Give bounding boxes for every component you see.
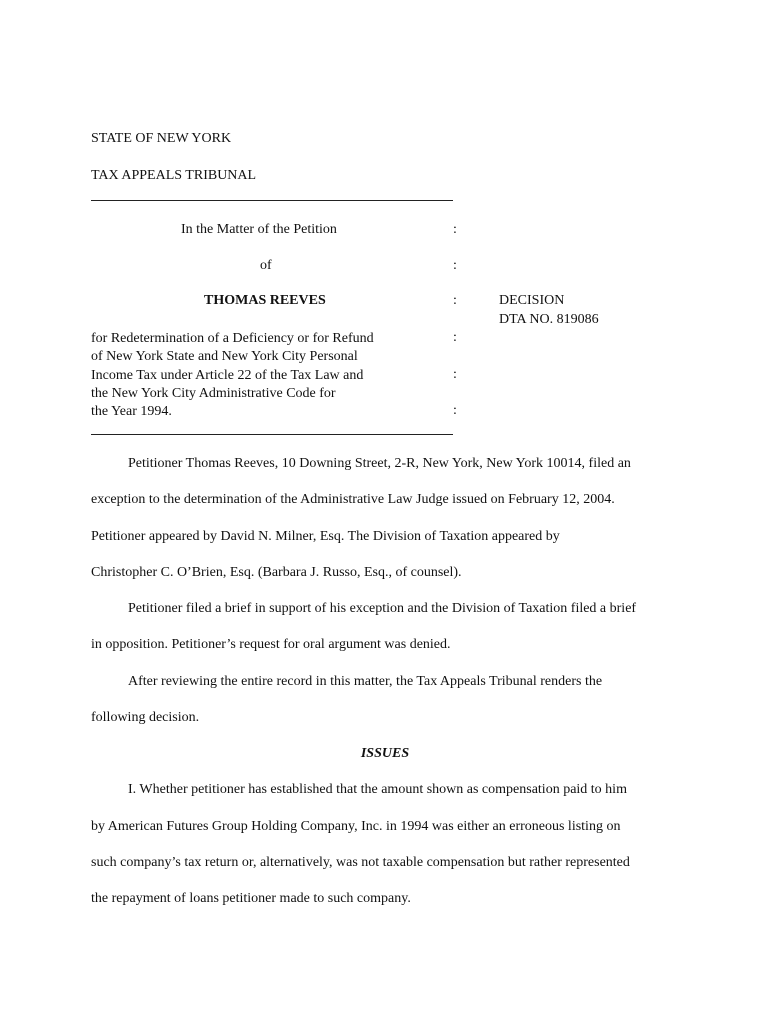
caption-description-line: Income Tax under Article 22 of the Tax Law and	[91, 367, 364, 383]
caption-bottom-rule	[91, 434, 453, 435]
caption-separator: :	[453, 293, 457, 308]
issue-line: I. Whether petitioner has established that the amount shown as compensation paid to him	[128, 782, 627, 797]
state-heading: STATE OF NEW YORK	[91, 131, 232, 146]
caption-separator: :	[453, 367, 457, 382]
body-line: Petitioner filed a brief in support of his exception and the Division of Taxation filed a brief	[128, 601, 637, 616]
caption-separator: :	[453, 258, 457, 273]
decision-number: DTA NO. 819086	[499, 312, 599, 327]
body-line: Petitioner appeared by David N. Milner, Esq. The Division of Taxation appeared by	[91, 529, 560, 544]
caption-description-line: for Redetermination of a Deficiency or for Refund	[91, 331, 374, 346]
decision-label: DECISION	[499, 293, 565, 308]
caption-description-line: the Year 1994.	[91, 404, 172, 420]
caption-description-line: the New York City Administrative Code for	[91, 385, 336, 401]
body-line: Christopher C. O’Brien, Esq. (Barbara J. Russo, Esq., of counsel).	[91, 565, 462, 580]
issue-line: by American Futures Group Holding Company, Inc. in 1994 was either an erroneous listing on	[91, 819, 621, 834]
caption-description-line: of New York State and New York City Personal	[91, 349, 358, 365]
caption-separator: :	[453, 403, 457, 418]
issue-line: such company’s tax return or, alternatively, was not taxable compensation but rather represented	[91, 855, 630, 870]
body-line: After reviewing the entire record in this matter, the Tax Appeals Tribunal renders the	[128, 674, 603, 689]
caption-separator: :	[453, 330, 457, 345]
matter-line: In the Matter of the Petition	[181, 222, 337, 237]
issues-heading: ISSUES	[360, 746, 410, 761]
body-line: following decision.	[91, 710, 200, 725]
caption-separator: :	[453, 222, 457, 237]
body-line: Petitioner Thomas Reeves, 10 Downing Street, 2-R, New York, New York 10014, filed an	[128, 456, 631, 471]
petitioner-name: THOMAS REEVES	[204, 293, 326, 308]
caption-top-rule	[91, 200, 453, 201]
body-line: in opposition. Petitioner’s request for oral argument was denied.	[91, 637, 451, 652]
issue-line: the repayment of loans petitioner made to such company.	[91, 891, 411, 906]
tribunal-heading: TAX APPEALS TRIBUNAL	[91, 168, 257, 183]
caption-description	[91, 330, 374, 421]
body-line: exception to the determination of the Administrative Law Judge issued on February 12, 2004.	[91, 492, 615, 507]
of-line: of	[260, 258, 272, 273]
